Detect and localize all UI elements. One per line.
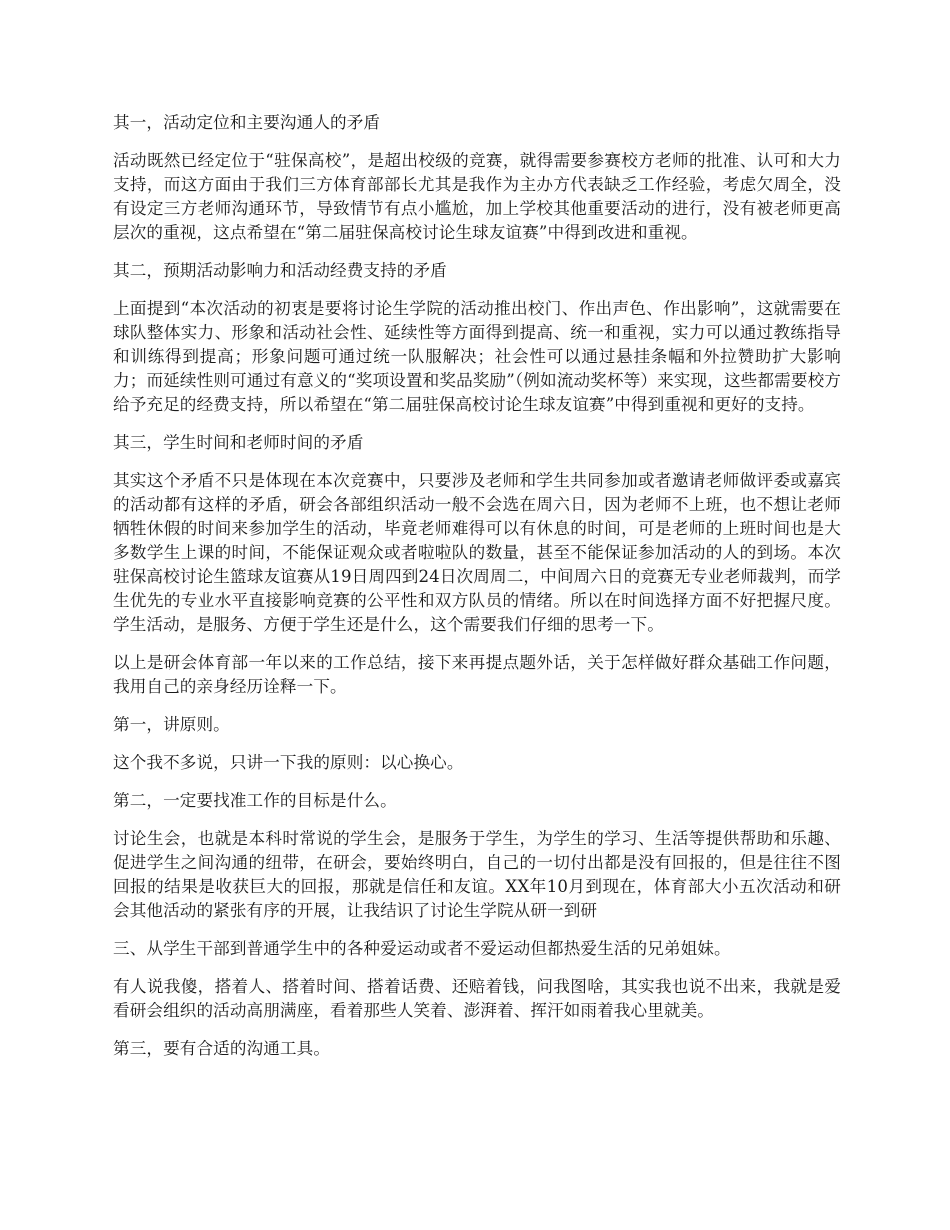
heading-first-principle: 第一，讲原则。 xyxy=(113,715,230,734)
heading-point-one: 其一，活动定位和主要沟通人的矛盾 xyxy=(113,113,381,132)
paragraph-time-conflict: 其实这个矛盾不只是体现在本次竞赛中，只要涉及老师和学生共同参加或者邀请老师做评委或嘉宾的活动都有这样的矛盾，研会各部组织活动一般不会选在周六日，因为老师不上班，也不想让老师牺牲休假的时间来参加学生的活动，毕竟老师难得可以有休息的时间，可是老师的上班时间也是大多数学生上课的时间，不能保证观众或者啦啦队的数量，甚至不能保证参加活动的人的到场。本次驻保高校讨论生篮球友谊赛从19日周四到24日次周周二，中间周六日的竞赛无专业老师裁判，而学生优先的专业水平直接影响竞赛的公平性和双方队员的情绪。所以在时间选择方面不好把握尺度。学生活动，是服务、方便于学生还是什么，这个需要我们仔细的思考一下。 xyxy=(113,471,841,634)
paragraph-principle: 这个我不多说，只讲一下我的原则：以心换心。 xyxy=(113,753,464,772)
paragraph-influence-funding: 上面提到“本次活动的初衷是要将讨论生学院的活动推出校门、作出声色、作出影响”，这就需要在球队整体实力、形象和活动社会性、延续性等方面得到提高、统一和重视，实力可以通过教练指导和训练得到提高；形象问题可通过统一队服解决；社会性可以通过悬挂条幅和外拉赞助扩大影响力；而延续性则可通过有意义的“奖项设置和奖品奖励”（例如流动奖杯等）来实现，这些都需要校方给予充足的经费支持，所以希望在“第二届驻保高校讨论生球友谊赛”中得到重视和更好的支持。 xyxy=(113,299,841,414)
heading-third-tools: 第三，要有合适的沟通工具。 xyxy=(113,1039,331,1058)
paragraph-summary: 以上是研会体育部一年以来的工作总结，接下来再提点题外话，关于怎样做好群众基础工作问题，我用自己的亲身经历诠释一下。 xyxy=(113,653,841,696)
heading-point-three: 其三，学生时间和老师时间的矛盾 xyxy=(113,433,364,452)
paragraph-personal: 有人说我傻，搭着人、搭着时间、搭着话费、还赔着钱，问我图啥，其实我也说不出来，我就是爱看研会组织的活动高朋满座，看着那些人笑着、澎湃着、挥汗如雨着我心里就美。 xyxy=(113,977,841,1020)
paragraph-positioning: 活动既然已经定位于“驻保高校”，是超出校级的竞赛，就得需要参赛校方老师的批准、认可和大力支持，而这方面由于我们三方体育部部长尤其是我作为主办方代表缺乏工作经验，考虑欠周全，没有设定三方老师沟通环节，导致情节有点小尴尬，加上学校其他重要活动的进行，没有被老师更高层次的重视，这点希望在“第二届驻保高校讨论生球友谊赛”中得到改进和重视。 xyxy=(113,151,841,242)
heading-point-two: 其二，预期活动影响力和活动经费支持的矛盾 xyxy=(113,261,447,280)
heading-second-goal: 第二，一定要找准工作的目标是什么。 xyxy=(113,791,397,810)
paragraph-goal-continued: 三、从学生干部到普通学生中的各种爱运动或者不爱运动但都热爱生活的兄弟姐妹。 xyxy=(113,939,731,958)
document-body xyxy=(113,111,841,1075)
paragraph-goal: 讨论生会，也就是本科时常说的学生会，是服务于学生，为学生的学习、生活等提供帮助和乐趣、促进学生之间沟通的纽带，在研会，要始终明白，自己的一切付出都是没有回报的，但是往往不图回报的结果是收获巨大的回报，那就是信任和友谊。XX年10月到现在，体育部大小五次活动和研会其他活动的紧张有序的开展，让我结识了讨论生学院从研一到研 xyxy=(113,829,841,920)
